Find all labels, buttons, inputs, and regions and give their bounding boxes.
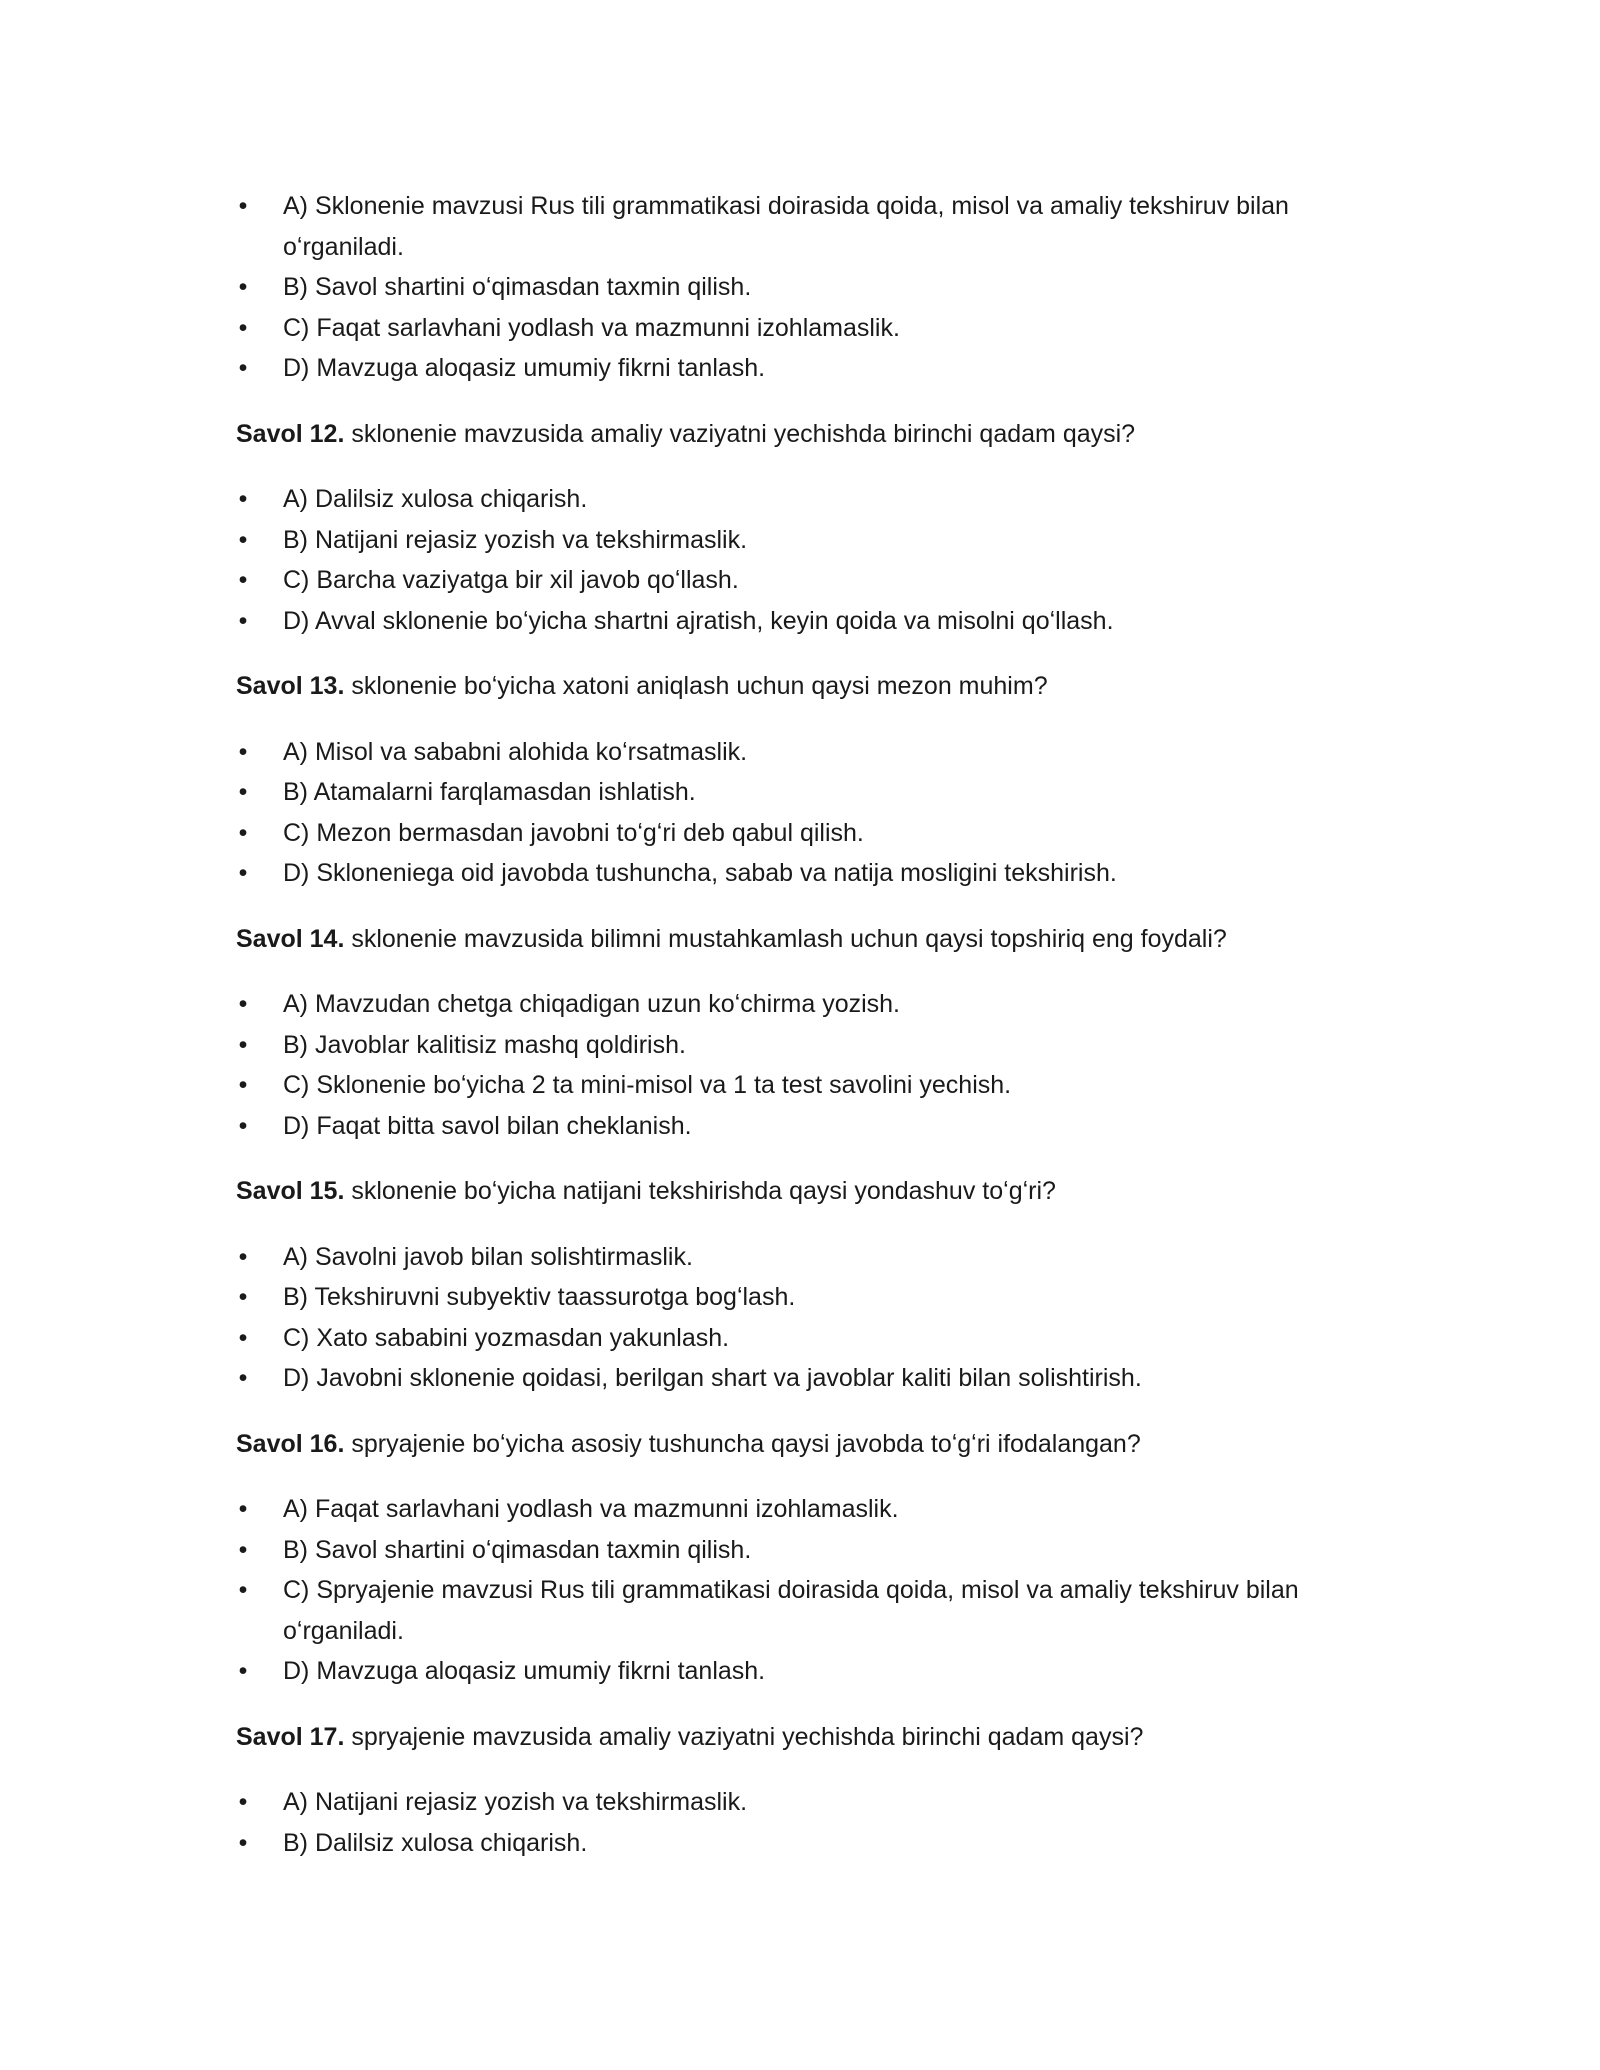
option-item — [236, 1025, 1366, 1066]
bullet-icon: • — [238, 566, 248, 594]
bullet-icon: • — [238, 313, 248, 342]
bullet-icon: • — [238, 1283, 248, 1311]
option-item — [236, 813, 1366, 854]
bullet-icon: • — [238, 778, 248, 806]
question-heading — [236, 1424, 1366, 1465]
bullet-icon: • — [238, 1535, 248, 1564]
option-text: D) Mavzuga aloqasiz umumiy fikrni tanlash. — [283, 1657, 766, 1685]
option-text: B) Javoblar kalitisiz mashq qoldirish. — [283, 1030, 686, 1059]
option-text: B) Savol shartini oʻqimasdan taxmin qilish. — [283, 273, 752, 301]
option-item — [236, 1782, 1366, 1823]
option-item — [236, 1489, 1366, 1530]
option-text: C) Mezon bermasdan javobni toʻgʻri deb qabul qilish. — [283, 818, 864, 847]
options-list — [236, 1237, 1366, 1399]
option-text: D) Avval sklonenie boʻyicha shartni ajratish, keyin qoida va misolni qoʻllash. — [283, 606, 1114, 635]
option-item — [236, 1277, 1366, 1318]
option-text: C) Xato sababini yozmasdan yakunlash. — [283, 1323, 730, 1352]
bullet-icon: • — [238, 1576, 248, 1604]
option-text: D) Mavzuga aloqasiz umumiy fikrni tanlash. — [283, 354, 766, 382]
bullet-icon: • — [238, 990, 248, 1018]
bullet-icon: • — [238, 818, 248, 847]
option-item — [236, 186, 1366, 267]
top-options-list — [236, 186, 1366, 389]
question-text: sklonenie mavzusida amaliy vaziyatni yechishda birinchi qadam qaysi? — [344, 419, 1136, 448]
bullet-icon: • — [238, 525, 248, 554]
bullet-icon: • — [238, 192, 248, 220]
question-heading — [236, 414, 1366, 455]
option-item — [236, 1651, 1366, 1692]
option-item — [236, 479, 1366, 520]
bullet-icon: • — [238, 1071, 248, 1099]
option-item — [236, 601, 1366, 642]
option-item — [236, 772, 1366, 813]
options-list — [236, 732, 1366, 894]
option-text: B) Atamalarni farqlamasdan ishlatish. — [283, 778, 696, 806]
bullet-icon: • — [238, 859, 248, 887]
question-label: Savol 16. — [236, 1429, 345, 1458]
question-heading — [236, 1717, 1366, 1758]
option-text: B) Savol shartini oʻqimasdan taxmin qilish. — [283, 1535, 752, 1564]
bullet-icon: • — [238, 1111, 248, 1140]
question-heading — [236, 919, 1366, 960]
bullet-icon: • — [238, 737, 248, 766]
question-label: Savol 17. — [236, 1722, 345, 1751]
option-text: A) Natijani rejasiz yozish va tekshirmaslik. — [283, 1788, 748, 1816]
option-item — [236, 267, 1366, 308]
bullet-icon: • — [238, 606, 248, 635]
question-text: spryajenie mavzusida amaliy vaziyatni yechishda birinchi qadam qaysi? — [344, 1722, 1144, 1751]
question-text: sklonenie mavzusida bilimni mustahkamlash uchun qaysi topshiriq eng foydali? — [344, 924, 1227, 953]
bullet-icon: • — [238, 1323, 248, 1352]
option-text: A) Sklonenie mavzusi Rus tili grammatikasi doirasida qoida, misol va amaliy tekshiruv bilan oʻrganiladi. — [283, 192, 1289, 261]
bullet-icon: • — [238, 273, 248, 301]
option-text: B) Dalilsiz xulosa chiqarish. — [283, 1828, 588, 1857]
option-item — [236, 348, 1366, 389]
option-item — [236, 1358, 1366, 1399]
question-text: sklonenie boʻyicha xatoni aniqlash uchun qaysi mezon muhim? — [344, 672, 1048, 700]
option-text: C) Sklonenie boʻyicha 2 ta mini-misol va 1 ta test savolini yechish. — [283, 1071, 1012, 1099]
option-item — [236, 1823, 1366, 1864]
option-text: D) Skloneniega oid javobda tushuncha, sabab va natija mosligini tekshirish. — [283, 859, 1117, 887]
question-label: Savol 15. — [236, 1177, 345, 1205]
options-list — [236, 984, 1366, 1146]
question-text: sklonenie boʻyicha natijani tekshirishda qaysi yondashuv toʻgʻri? — [344, 1177, 1056, 1205]
bullet-icon: • — [238, 1788, 248, 1816]
option-item — [236, 984, 1366, 1025]
option-item — [236, 308, 1366, 349]
option-text: A) Savolni javob bilan solishtirmaslik. — [283, 1242, 693, 1271]
question-label: Savol 13. — [236, 672, 345, 700]
bullet-icon: • — [238, 1242, 248, 1271]
question-label: Savol 14. — [236, 924, 345, 953]
question-heading — [236, 1171, 1366, 1212]
option-text: C) Spryajenie mavzusi Rus tili grammatikasi doirasida qoida, misol va amaliy tekshiruv bilan oʻrganiladi. — [283, 1576, 1299, 1645]
option-text: D) Javobni sklonenie qoidasi, berilgan shart va javoblar kaliti bilan solishtirish. — [283, 1364, 1142, 1392]
question-heading — [236, 666, 1366, 707]
bullet-icon: • — [238, 1657, 248, 1685]
question-label: Savol 12. — [236, 419, 345, 448]
option-item — [236, 1065, 1366, 1106]
option-text: C) Barcha vaziyatga bir xil javob qoʻllash. — [283, 566, 739, 594]
option-item — [236, 1318, 1366, 1359]
bullet-icon: • — [238, 1030, 248, 1059]
option-item — [236, 520, 1366, 561]
option-text: A) Mavzudan chetga chiqadigan uzun koʻchirma yozish. — [283, 990, 901, 1018]
option-item — [236, 853, 1366, 894]
options-list — [236, 479, 1366, 641]
option-item — [236, 1237, 1366, 1278]
bullet-icon: • — [238, 354, 248, 382]
option-text: C) Faqat sarlavhani yodlash va mazmunni izohlamaslik. — [283, 313, 900, 342]
question-text: spryajenie boʻyicha asosiy tushuncha qaysi javobda toʻgʻri ifodalangan? — [344, 1429, 1141, 1458]
option-text: B) Tekshiruvni subyektiv taassurotga bogʻlash. — [283, 1283, 796, 1311]
options-list — [236, 1782, 1366, 1863]
bullet-icon: • — [238, 485, 248, 513]
option-text: A) Dalilsiz xulosa chiqarish. — [283, 485, 588, 513]
option-text: B) Natijani rejasiz yozish va tekshirmaslik. — [283, 525, 748, 554]
option-text: A) Faqat sarlavhani yodlash va mazmunni izohlamaslik. — [283, 1495, 899, 1523]
option-text: D) Faqat bitta savol bilan cheklanish. — [283, 1111, 692, 1140]
option-item — [236, 732, 1366, 773]
document-content — [236, 186, 1366, 1863]
option-text: A) Misol va sababni alohida koʻrsatmaslik. — [283, 737, 748, 766]
option-item — [236, 1570, 1366, 1651]
options-list — [236, 1489, 1366, 1692]
option-item — [236, 1530, 1366, 1571]
bullet-icon: • — [238, 1364, 248, 1392]
option-item — [236, 1106, 1366, 1147]
bullet-icon: • — [238, 1495, 248, 1523]
option-item — [236, 560, 1366, 601]
bullet-icon: • — [238, 1828, 248, 1857]
